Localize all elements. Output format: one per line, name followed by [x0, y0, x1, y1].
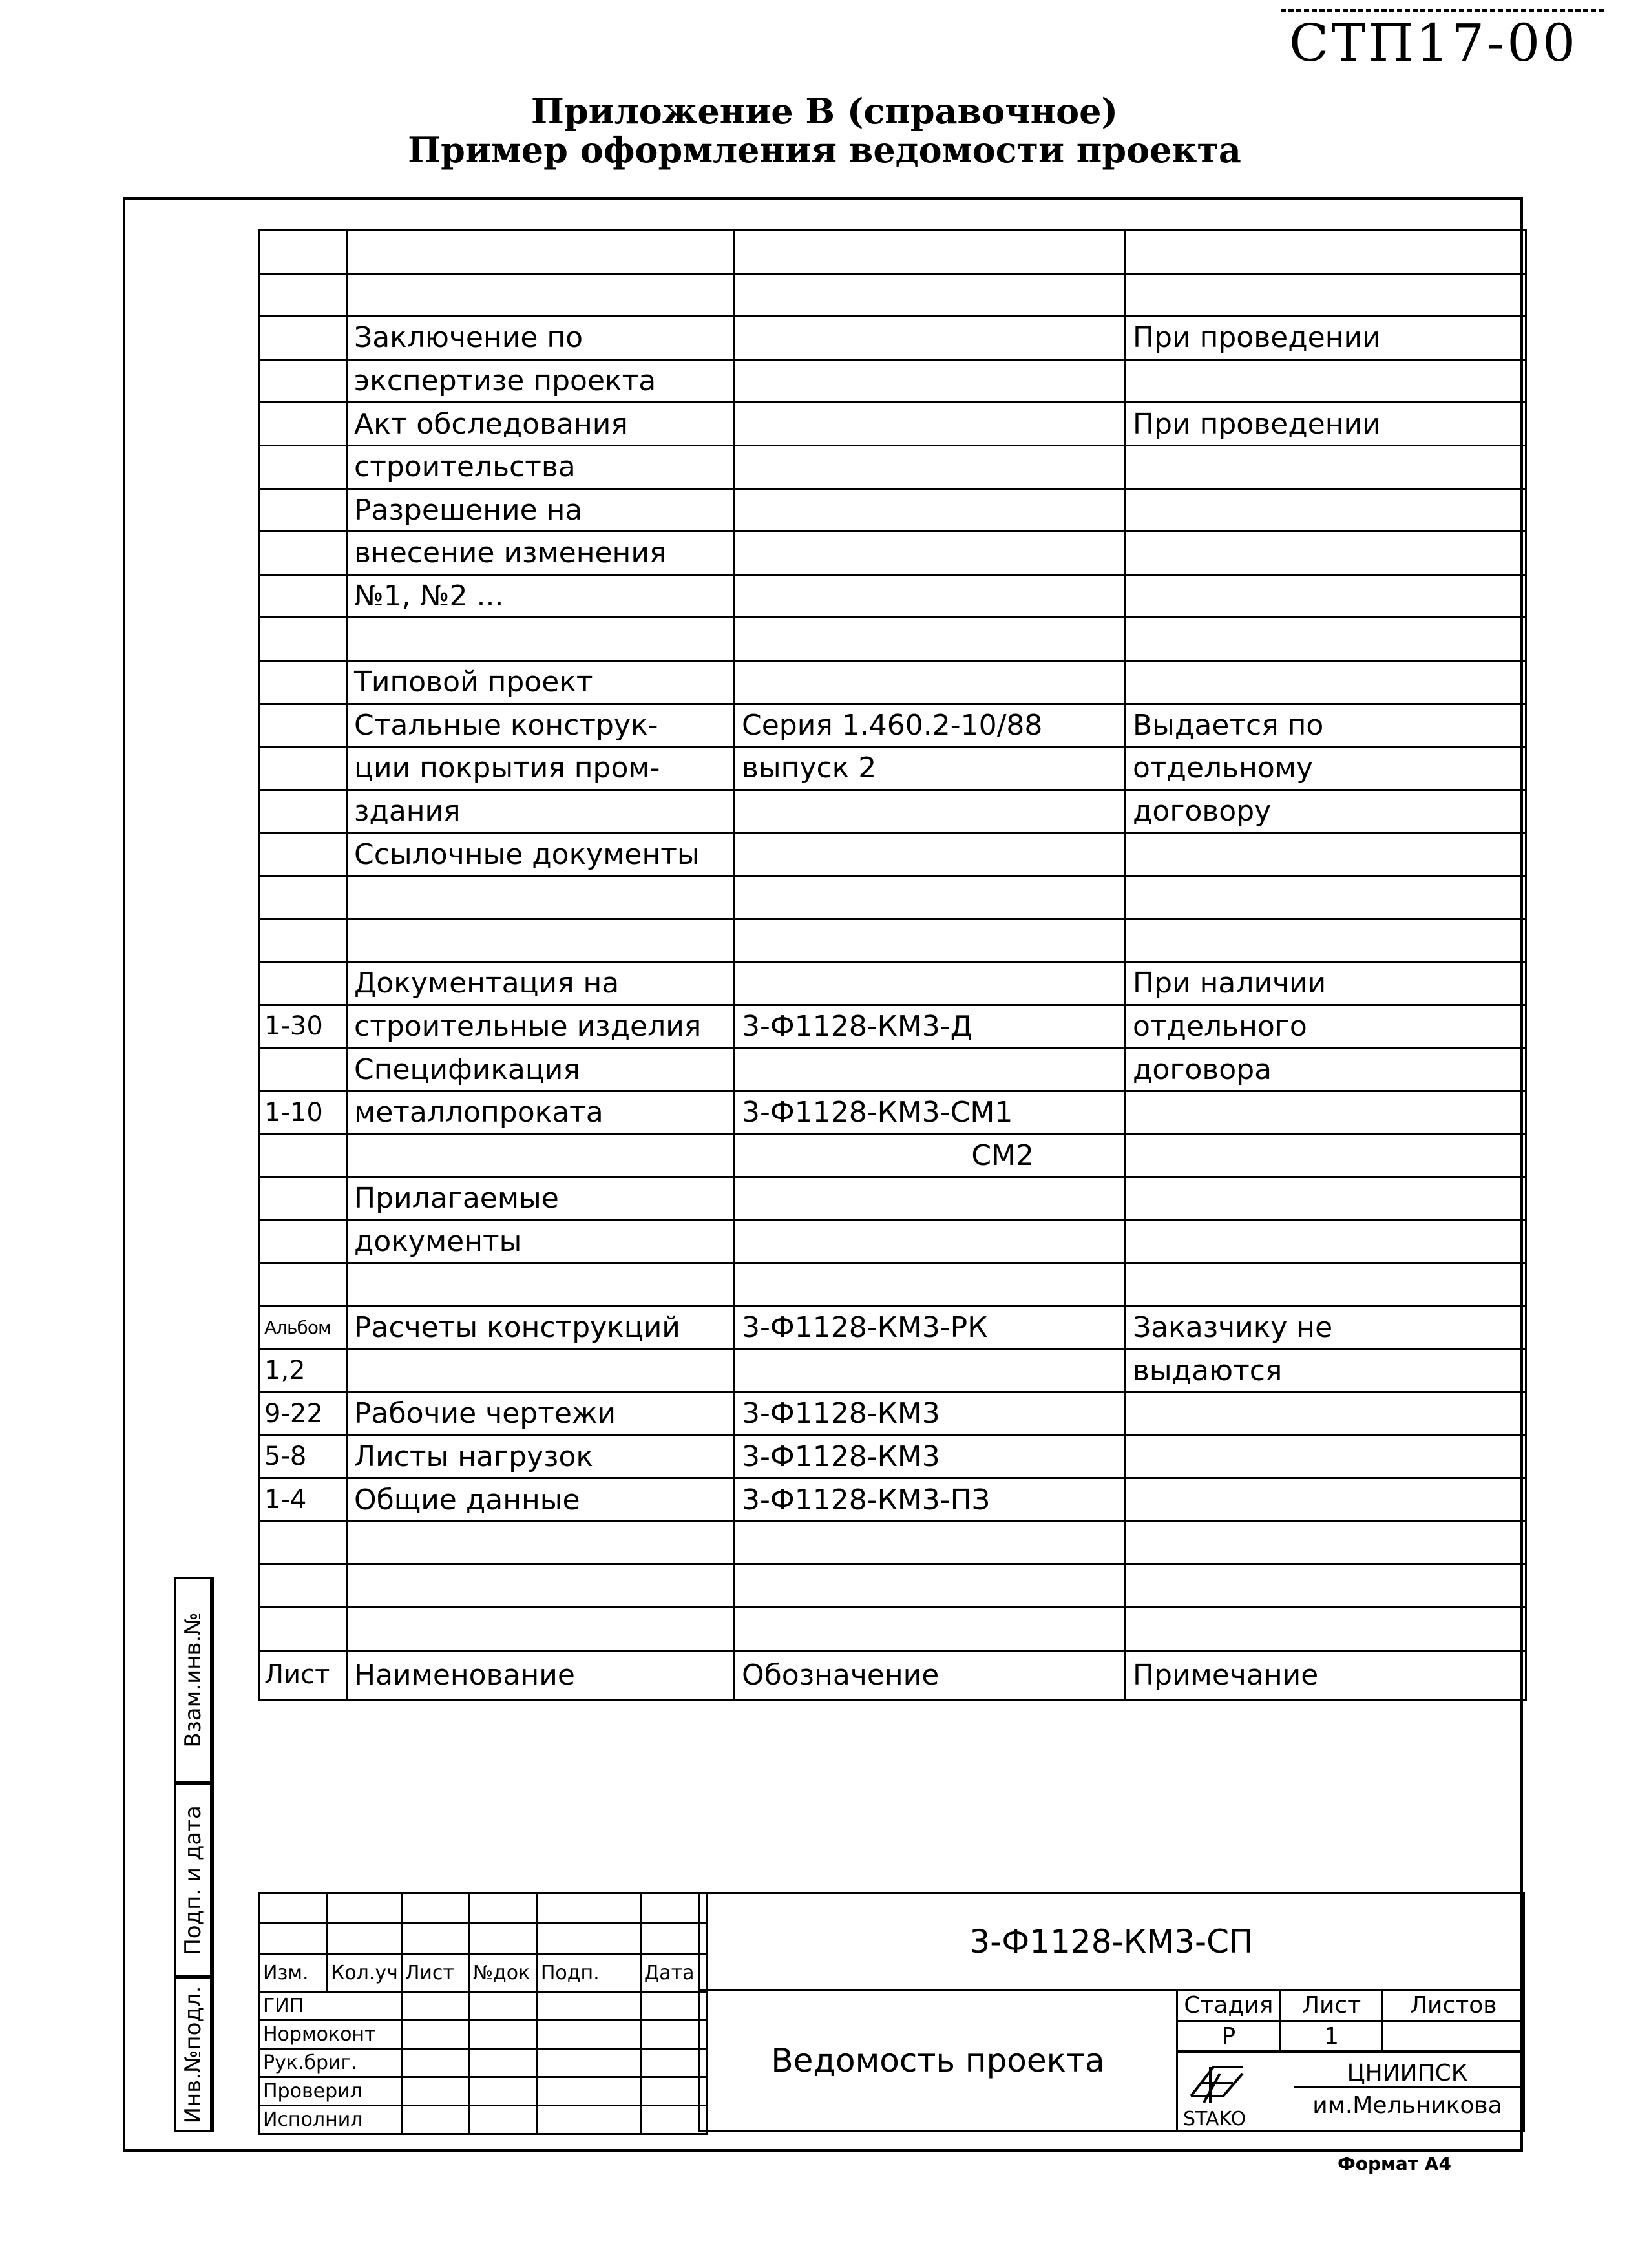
org-subname: им.Мельникова	[1312, 2092, 1502, 2119]
sheet-cell	[260, 790, 347, 833]
sheet-cell: 5-8	[260, 1435, 347, 1478]
revision-row	[260, 2049, 708, 2077]
table-row	[260, 1005, 1526, 1048]
note-cell	[1126, 1392, 1526, 1436]
table-row	[260, 1478, 1526, 1522]
signature-cell	[537, 2021, 640, 2049]
designation-cell: 3-Ф1128-КМ3-РК	[735, 1306, 1126, 1349]
note-cell	[1126, 359, 1526, 403]
role-cell: Нормоконт	[260, 2021, 402, 2049]
table-row	[260, 403, 1526, 446]
sheet-cell	[260, 445, 347, 488]
designation-cell: СМ2	[735, 1134, 1126, 1177]
revision-row	[260, 1924, 708, 1954]
name-cell	[347, 1134, 735, 1177]
revision-header: Лист	[401, 1954, 469, 1992]
organization-block	[1176, 2050, 1525, 2132]
stage-table	[1176, 1989, 1525, 2053]
sheet-cell	[260, 1048, 347, 1091]
signature-cell	[640, 2021, 707, 2049]
name-cell: экспертизе проекта	[347, 359, 735, 403]
table-row	[260, 1177, 1526, 1221]
sheet-cell	[260, 747, 347, 790]
note-cell: договора	[1126, 1048, 1526, 1091]
revision-cell	[640, 1924, 707, 1954]
side-label-podp: Подп. и дата	[174, 1783, 212, 1977]
designation-cell	[735, 488, 1126, 532]
name-cell	[347, 618, 735, 661]
table-row	[260, 1521, 1526, 1564]
note-cell	[1126, 574, 1526, 618]
stage-header: Стадия	[1177, 1990, 1281, 2021]
designation-cell	[735, 574, 1126, 618]
revision-row	[260, 2077, 708, 2106]
table-row	[260, 273, 1526, 317]
designation-cell	[735, 1177, 1126, 1221]
signature-cell	[469, 2077, 537, 2106]
signature-cell	[537, 2106, 640, 2134]
sheets-value	[1383, 2021, 1524, 2052]
revision-header: Изм.	[260, 1954, 328, 1992]
column-header: Лист	[260, 1650, 347, 1699]
signature-cell	[537, 2049, 640, 2077]
sheet-cell	[260, 1177, 347, 1221]
revision-header: Кол.уч	[328, 1954, 402, 1992]
designation-cell	[735, 317, 1126, 360]
table-row	[260, 488, 1526, 532]
signature-cell	[537, 2077, 640, 2106]
name-cell: ции покрытия пром-	[347, 747, 735, 790]
table-row	[260, 660, 1526, 704]
signature-cell	[401, 2049, 469, 2077]
note-cell: Выдается по	[1126, 704, 1526, 747]
revision-row	[260, 1992, 708, 2021]
revision-cell	[328, 1924, 402, 1954]
note-cell: выдаются	[1126, 1349, 1526, 1392]
note-cell	[1126, 1091, 1526, 1134]
designation-cell	[735, 403, 1126, 446]
sheet-cell	[260, 919, 347, 962]
table-row	[260, 962, 1526, 1005]
table-row	[260, 574, 1526, 618]
designation-cell	[735, 1608, 1126, 1651]
sheet-cell	[260, 403, 347, 446]
note-cell	[1126, 532, 1526, 575]
appendix-subtitle: Пример оформления ведомости проекта	[408, 129, 1241, 171]
name-cell	[347, 1263, 735, 1307]
designation-cell	[735, 660, 1126, 704]
designation-cell	[735, 1564, 1126, 1608]
revision-cell	[469, 1924, 537, 1954]
name-cell: Спецификация	[347, 1048, 735, 1091]
revision-cell	[401, 1924, 469, 1954]
designation-cell	[735, 876, 1126, 919]
sheet-cell	[260, 1263, 347, 1307]
name-cell: Прилагаемые	[347, 1177, 735, 1221]
table-row	[260, 532, 1526, 575]
sheet-cell	[260, 1608, 347, 1651]
sheet-cell	[260, 488, 347, 532]
logo-text: STAKO	[1183, 2108, 1246, 2130]
note-cell	[1126, 1220, 1526, 1263]
sheet-cell	[260, 532, 347, 575]
name-cell	[347, 1564, 735, 1608]
designation-cell	[735, 919, 1126, 962]
name-cell: документы	[347, 1220, 735, 1263]
table-row	[260, 790, 1526, 833]
document-code-header: СТП17-00	[1289, 13, 1578, 73]
name-cell: Акт обследования	[347, 403, 735, 446]
designation-cell	[735, 359, 1126, 403]
revision-cell	[537, 1924, 640, 1954]
note-cell	[1126, 1134, 1526, 1177]
name-cell	[347, 1521, 735, 1564]
sheet-cell	[260, 704, 347, 747]
note-cell	[1126, 833, 1526, 876]
sheet-cell	[260, 359, 347, 403]
designation-cell: 3-Ф1128-КМ3	[735, 1435, 1126, 1478]
name-cell: Рабочие чертежи	[347, 1392, 735, 1436]
name-cell: металлопроката	[347, 1091, 735, 1134]
stage-value: Р	[1177, 2021, 1281, 2052]
name-cell: внесение изменения	[347, 532, 735, 575]
sheet-cell: Альбом	[260, 1306, 347, 1349]
name-cell: Стальные конструк-	[347, 704, 735, 747]
name-cell	[347, 876, 735, 919]
sheet-cell	[260, 574, 347, 618]
name-cell	[347, 273, 735, 317]
revision-header: Подп.	[537, 1954, 640, 1992]
name-cell: Общие данные	[347, 1478, 735, 1522]
table-row	[260, 1564, 1526, 1608]
name-cell: строительные изделия	[347, 1005, 735, 1048]
table-row	[260, 359, 1526, 403]
table-row	[260, 445, 1526, 488]
designation-cell: 3-Ф1128-КМ3-ПЗ	[735, 1478, 1126, 1522]
name-cell: №1, №2 ...	[347, 574, 735, 618]
note-cell	[1126, 1564, 1526, 1608]
signature-cell	[401, 1992, 469, 2021]
note-cell: отдельному	[1126, 747, 1526, 790]
designation-cell	[735, 1349, 1126, 1392]
revision-cell	[401, 1893, 469, 1924]
name-cell	[347, 1349, 735, 1392]
sheet-cell	[260, 833, 347, 876]
name-cell: Типовой проект	[347, 660, 735, 704]
sheet-cell	[260, 962, 347, 1005]
signature-cell	[640, 2106, 707, 2134]
sheet-cell	[260, 1134, 347, 1177]
table-row	[260, 1263, 1526, 1307]
designation-cell	[735, 273, 1126, 317]
table-row	[260, 704, 1526, 747]
sheet-cell	[260, 1220, 347, 1263]
designation-cell	[735, 962, 1126, 1005]
sheet-cell	[260, 1564, 347, 1608]
table-row	[260, 618, 1526, 661]
note-cell: договору	[1126, 790, 1526, 833]
signature-cell	[537, 1992, 640, 2021]
margin-line	[212, 1577, 214, 2132]
designation-cell: 3-Ф1128-КМ3	[735, 1392, 1126, 1436]
signature-cell	[640, 2049, 707, 2077]
note-cell	[1126, 231, 1526, 274]
document-name: Ведомость проекта	[698, 1989, 1178, 2132]
name-cell: Документация на	[347, 962, 735, 1005]
designation-cell	[735, 445, 1126, 488]
name-cell: Ссылочные документы	[347, 833, 735, 876]
revision-table	[258, 1892, 708, 2135]
note-cell	[1126, 488, 1526, 532]
side-label-vzam: Взам.инв.№	[174, 1577, 212, 1783]
table-row	[260, 1392, 1526, 1436]
sheet-cell	[260, 876, 347, 919]
name-cell	[347, 231, 735, 274]
role-cell: ГИП	[260, 1992, 402, 2021]
side-label-inv: Инв.№подл.	[174, 1977, 212, 2132]
table-row	[260, 1091, 1526, 1134]
revision-cell	[260, 1924, 328, 1954]
org-name: ЦНИИПСК	[1294, 2060, 1520, 2088]
project-register-table	[258, 229, 1527, 1701]
table-row	[260, 747, 1526, 790]
sheet-cell	[260, 618, 347, 661]
note-cell	[1126, 1177, 1526, 1221]
note-cell: При проведении	[1126, 403, 1526, 446]
name-cell: Листы нагрузок	[347, 1435, 735, 1478]
note-cell	[1126, 876, 1526, 919]
note-cell	[1126, 1263, 1526, 1307]
document-code: 3-Ф1128-КМ3-СП	[698, 1892, 1525, 1991]
stako-logo-icon	[1184, 2057, 1249, 2109]
role-cell: Проверил	[260, 2077, 402, 2106]
sheet-value: 1	[1280, 2021, 1383, 2052]
note-cell: При наличии	[1126, 962, 1526, 1005]
revision-row	[260, 1893, 708, 1924]
signature-cell	[469, 2021, 537, 2049]
name-cell: Разрешение на	[347, 488, 735, 532]
note-cell	[1126, 660, 1526, 704]
column-header: Обозначение	[735, 1650, 1126, 1699]
table-row	[260, 1048, 1526, 1091]
note-cell	[1126, 273, 1526, 317]
designation-cell: 3-Ф1128-КМ3-СМ1	[735, 1091, 1126, 1134]
note-cell	[1126, 445, 1526, 488]
revision-cell	[328, 1893, 402, 1924]
note-cell: При проведении	[1126, 317, 1526, 360]
role-cell: Исполнил	[260, 2106, 402, 2134]
note-cell	[1126, 1435, 1526, 1478]
signature-cell	[401, 2021, 469, 2049]
signature-cell	[469, 2049, 537, 2077]
revision-cell	[260, 1893, 328, 1924]
sheet-header: Лист	[1280, 1990, 1383, 2021]
designation-cell: Серия 1.460.2-10/88	[735, 704, 1126, 747]
revision-cell	[640, 1893, 707, 1924]
role-cell: Рук.бриг.	[260, 2049, 402, 2077]
table-row	[260, 876, 1526, 919]
revision-row	[260, 2106, 708, 2134]
sheets-header: Листов	[1383, 1990, 1524, 2021]
designation-cell	[735, 1263, 1126, 1307]
name-cell: здания	[347, 790, 735, 833]
header-row	[260, 1650, 1526, 1699]
revision-header: №док	[469, 1954, 537, 1992]
name-cell	[347, 919, 735, 962]
table-row	[260, 1349, 1526, 1392]
revision-cell	[537, 1893, 640, 1924]
signature-cell	[469, 1992, 537, 2021]
header-rule	[1281, 9, 1604, 12]
note-cell	[1126, 618, 1526, 661]
sheet-cell: 1-30	[260, 1005, 347, 1048]
table-row	[260, 231, 1526, 274]
sheet-cell: 1-4	[260, 1478, 347, 1522]
table-row	[260, 1306, 1526, 1349]
sheet-cell: 1,2	[260, 1349, 347, 1392]
designation-cell	[735, 1521, 1126, 1564]
designation-cell	[735, 231, 1126, 274]
designation-cell	[735, 532, 1126, 575]
note-cell	[1126, 1521, 1526, 1564]
designation-cell: выпуск 2	[735, 747, 1126, 790]
revision-row	[260, 2021, 708, 2049]
designation-cell	[735, 1220, 1126, 1263]
column-header: Наименование	[347, 1650, 735, 1699]
signature-cell	[640, 2077, 707, 2106]
sheet-cell	[260, 231, 347, 274]
revision-row	[260, 1954, 708, 1992]
note-cell	[1126, 919, 1526, 962]
signature-cell	[640, 1992, 707, 2021]
table-row	[260, 317, 1526, 360]
sheet-cell	[260, 1521, 347, 1564]
revision-header: Дата	[640, 1954, 707, 1992]
sheet-cell	[260, 660, 347, 704]
table-row	[260, 1435, 1526, 1478]
sheet-cell: 1-10	[260, 1091, 347, 1134]
table-row	[260, 1134, 1526, 1177]
name-cell	[347, 1608, 735, 1651]
note-cell	[1126, 1608, 1526, 1651]
name-cell: строительства	[347, 445, 735, 488]
sheet-cell	[260, 317, 347, 360]
designation-cell	[735, 790, 1126, 833]
column-header: Примечание	[1126, 1650, 1526, 1699]
revision-cell	[469, 1893, 537, 1924]
note-cell	[1126, 1478, 1526, 1522]
name-cell: Расчеты конструкций	[347, 1306, 735, 1349]
designation-cell	[735, 833, 1126, 876]
signature-cell	[401, 2077, 469, 2106]
note-cell: Заказчику не	[1126, 1306, 1526, 1349]
signature-cell	[469, 2106, 537, 2134]
title-block	[258, 1892, 1525, 2132]
table-row	[260, 919, 1526, 962]
appendix-title: Приложение В (справочное)	[530, 90, 1119, 132]
designation-cell: 3-Ф1128-КМ3-Д	[735, 1005, 1126, 1048]
signature-cell	[401, 2106, 469, 2134]
name-cell: Заключение по	[347, 317, 735, 360]
designation-cell	[735, 618, 1126, 661]
sheet-cell	[260, 273, 347, 317]
sheet-cell: 9-22	[260, 1392, 347, 1436]
table-row	[260, 833, 1526, 876]
format-label: Формат А4	[1338, 2153, 1451, 2174]
table-row	[260, 1608, 1526, 1651]
note-cell: отдельного	[1126, 1005, 1526, 1048]
table-row	[260, 1220, 1526, 1263]
designation-cell	[735, 1048, 1126, 1091]
